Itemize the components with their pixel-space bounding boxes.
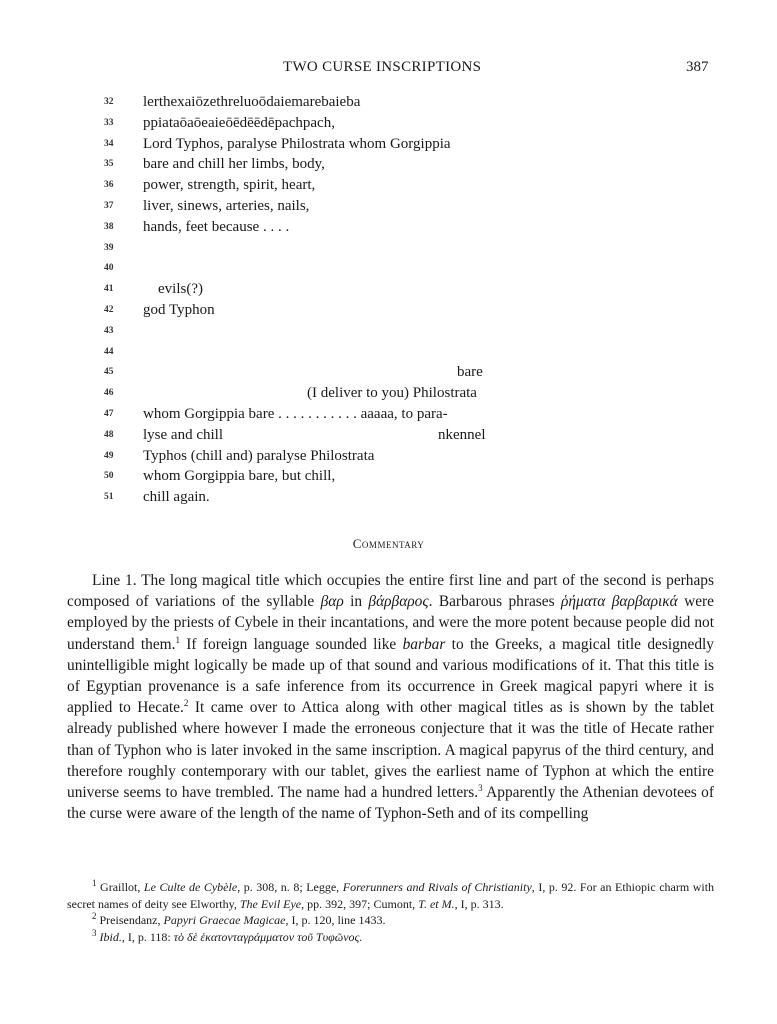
inscription-line [0,487,777,508]
inscription-line [0,342,777,363]
line-number: 42 [104,304,114,315]
line-number: 48 [104,429,114,440]
inscription-line [0,154,777,175]
inscription-line [0,362,777,383]
inscription-translation [0,92,777,508]
inscription-line [0,446,777,467]
line-number: 41 [104,284,114,295]
line-number: 35 [104,159,114,170]
line-number: 37 [104,200,114,211]
line-text: evils(?) [158,281,203,298]
inscription-line [0,404,777,425]
line-number: 40 [104,263,114,274]
running-title: TWO CURSE INSCRIPTIONS [283,59,482,75]
inscription-line [0,92,777,113]
line-number: 46 [104,388,114,399]
line-number: 38 [104,221,114,232]
line-number: 43 [104,325,114,336]
line-number: 33 [104,117,114,128]
line-number: 44 [104,346,114,357]
footnote-ref: 1 [175,634,180,645]
line-number: 47 [104,408,114,419]
inscription-line [0,134,777,155]
line-text: chill again. [143,489,210,506]
line-text: ppiataōaōeaieōēdēēdēpachpach, [143,114,335,131]
line-number: 49 [104,450,114,461]
inscription-line [0,175,777,196]
inscription-line [0,113,777,134]
inscription-line [0,258,777,279]
inscription-line [0,279,777,300]
footnote-2: $^2$ Preisendanz, Papyri Graecae Magicae, I, p. 120, line 1433. [92,911,386,927]
line-text: Typhos (chill and) paralyse Philostrata [143,447,375,464]
inscription-line [0,321,777,342]
commentary-paragraph: Line 1. The long magical title which occupies the entire first line and part of the second is perhaps composed of variations of the syllable βαρ in βάρβαρος. Barbarous phrases ῥήματα βαρβαρικά were employed by the priests of Cybele in their incantations, and were the more potent because people did not understand them.$^1$ If foreign language sounded like barbar to the Greeks, a magical title designedly unintelligible might logically be made up of that sound and various modifications of it. That this title is of Egyptian provenance is a safe inference from its occurrence in Greek magical papyri where it is applied to Hecate.$^2$ It came over to Attica along with other magical titles as is shown by the tablet already published where however I made the erroneous conjecture that it was the title of Hecate rather than of Typhon who is later invoked in the same inscription. A magical papyrus of the third century, and therefore roughly contemporary with our tablet, gives the earliest name of Typhon at which the entire universe seems to have trembled. The name had a hundred letters.$^3$ Apparently the Athenian devotees of the curse were aware of the length of the name of Typhon-Seth and of its compelling [67,572,715,823]
page-header [0,59,777,79]
line-text: bare [457,364,483,381]
line-text: liver, sinews, arteries, nails, [143,197,310,214]
inscription-line [0,217,777,238]
footnote-3: $^3$ Ibid., I, p. 118: τὸ δὲ ἑκατονταγράμματον τοῦ Τυφῶνος. [92,927,363,944]
inscription-line [0,383,777,404]
line-number: 32 [104,97,114,107]
line-text: lerthexaiōzethreluoōdaiemarebaieba [143,94,361,110]
inscription-line [0,196,777,217]
line-number: 51 [104,492,114,503]
line-text: hands, feet because . . . . [143,218,290,235]
line-text: whom Gorgippia bare . . . . . . . . . . . aaaaa, to para- [143,405,448,422]
footnote-1: $^1$ Graillot, Le Culte de Cybèle, p. 308, n. 8; Legge, Forerunners and Rivals of Christianity, I, p. 92. For an Ethiopic charm with secret names of deity see Elworthy, The Evil Eye, pp. 392, 397; Cumont, T. et M., I, p. 313. [67,878,715,911]
footnote-ref: 3 [478,782,483,793]
inscription-line [0,238,777,259]
line-number: 50 [104,471,114,482]
line-text: (I deliver to you) Philostrata [307,385,477,402]
inscription-line [0,300,777,321]
line-text-trailing: nkennel [438,426,486,443]
line-text: lyse and chill [143,426,223,443]
commentary-body [67,570,714,824]
line-text: bare and chill her limbs, body, [143,156,325,173]
footnote-ref: 2 [183,698,189,709]
line-text: whom Gorgippia bare, but chill, [143,468,336,485]
line-number: 45 [104,367,114,378]
footnotes [67,879,714,945]
inscription-line [0,466,777,487]
line-number: 34 [104,138,114,149]
page-number: 387 [686,59,709,75]
inscription-line [0,425,777,446]
line-number: 39 [104,242,114,253]
commentary-heading: Commentary [352,536,425,551]
line-number: 36 [104,180,114,191]
line-text: power, strength, spirit, heart, [143,177,316,194]
line-text: god Typhon [143,301,215,318]
line-text: Lord Typhos, paralyse Philostrata whom Gorgippia [143,135,451,152]
